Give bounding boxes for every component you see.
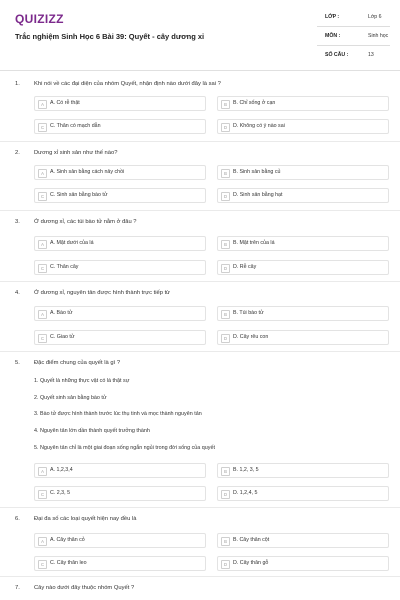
option-text: A. Sinh sản bằng cách nảy chồi [50, 169, 125, 175]
option-text: C. Sinh sản bằng bào tử [50, 192, 108, 198]
worksheet-title: Trắc nghiệm Sinh Học 6 Bài 39: Quyết - cây dương xỉ [15, 32, 205, 41]
option-letter-badge: D [221, 192, 230, 201]
answer-option-a[interactable] [34, 306, 206, 321]
question-divider [0, 351, 400, 352]
question-stem [15, 290, 170, 296]
answer-option-b[interactable] [217, 463, 389, 478]
option-text: B. Sinh sản bằng củ [233, 169, 281, 175]
question-stem [15, 516, 136, 522]
option-letter-badge: B [221, 467, 230, 476]
option-letter-badge: C [38, 560, 47, 569]
question-number: 1. [15, 81, 20, 87]
answer-option-a[interactable] [34, 236, 206, 251]
option-text: A. Có rễ thật [50, 100, 80, 106]
meta-value: Lớp 6 [368, 14, 382, 20]
option-letter-badge: B [221, 240, 230, 249]
option-letter-badge: D [221, 490, 230, 499]
option-letter-badge: B [221, 169, 230, 178]
question-stem [15, 219, 137, 225]
question-stem [15, 360, 120, 366]
option-text: C. Giao tử [50, 334, 75, 340]
worksheet-header [0, 0, 400, 71]
meta-key: LỚP : [325, 14, 340, 20]
meta-row-grade [317, 8, 390, 27]
answer-option-c[interactable] [34, 556, 206, 571]
question-number: 4. [15, 290, 20, 296]
question-number: 6. [15, 516, 20, 522]
option-letter-badge: B [221, 310, 230, 319]
option-letter-badge: C [38, 192, 47, 201]
answer-option-c[interactable] [34, 188, 206, 203]
question-number: 3. [15, 219, 20, 225]
answer-option-c[interactable] [34, 330, 206, 345]
option-text: D. Sinh sản bằng hạt [233, 192, 283, 198]
answer-option-a[interactable] [34, 96, 206, 111]
option-letter-badge: C [38, 264, 47, 273]
answer-option-d[interactable] [217, 486, 389, 501]
option-letter-badge: A [38, 240, 47, 249]
meta-key: MÔN : [325, 33, 341, 39]
option-text: B. Túi bào tử [233, 310, 264, 316]
quizizz-logo: QUIZIZZ [15, 12, 64, 26]
question-text: Đặc điểm chung của quyết là gì ? [34, 360, 121, 366]
answer-option-b[interactable] [217, 165, 389, 180]
statement-item: 4. Nguyên tản lớn dần thành quyết trưởng thành [34, 428, 150, 434]
option-text: C. 2,3, 5 [50, 490, 71, 496]
answer-option-b[interactable] [217, 96, 389, 111]
option-text: B. Cây thân cột [233, 537, 270, 543]
option-text: D. Cây rêu con [233, 334, 269, 340]
meta-key: SỐ CÂU : [325, 52, 349, 58]
option-letter-badge: A [38, 537, 47, 546]
question-number: 2. [15, 150, 20, 156]
answer-option-d[interactable] [217, 119, 389, 134]
question-divider [0, 507, 400, 508]
option-text: A. Bào tử [50, 310, 73, 316]
question-divider [0, 281, 400, 282]
question-stem [15, 585, 134, 591]
option-text: A. Mặt dưới của lá [50, 240, 94, 246]
option-text: C. Thân cây [50, 264, 79, 270]
statement-item: 1. Quyết là những thực vật có lá thật sự [34, 378, 130, 384]
option-text: D. Rễ cây [233, 264, 257, 270]
option-text: B. Chỉ sống ở cạn [233, 100, 276, 106]
question-divider [0, 576, 400, 577]
question-divider [0, 141, 400, 142]
option-letter-badge: D [221, 123, 230, 132]
question-number: 7. [15, 585, 20, 591]
meta-value: 13 [368, 52, 374, 58]
option-text: A. Cây thân cỏ [50, 537, 85, 543]
question-stem [15, 150, 117, 156]
question-text: Khi nói về các đại diện của nhóm Quyết, nhận định nào dưới đây là sai ? [34, 81, 221, 87]
option-letter-badge: A [38, 310, 47, 319]
option-text: C. Cây thân leo [50, 560, 87, 566]
answer-option-b[interactable] [217, 533, 389, 548]
option-letter-badge: D [221, 560, 230, 569]
meta-row-subject [317, 27, 390, 46]
answer-option-a[interactable] [34, 165, 206, 180]
statement-item: 3. Bào tử được hình thành trước lúc thụ tinh và mọc thành nguyên tản [34, 411, 202, 417]
question-divider [0, 210, 400, 211]
answer-option-d[interactable] [217, 556, 389, 571]
answer-option-d[interactable] [217, 188, 389, 203]
answer-option-d[interactable] [217, 330, 389, 345]
answer-option-c[interactable] [34, 486, 206, 501]
answer-option-d[interactable] [217, 260, 389, 275]
question-number: 5. [15, 360, 20, 366]
option-text: B. 1,2, 3, 5 [233, 467, 259, 473]
option-text: C. Thân có mạch dẫn [50, 123, 101, 129]
question-text: Ở dương xỉ, nguyên tản được hình thành trực tiếp từ [34, 290, 171, 296]
option-letter-badge: B [221, 100, 230, 109]
option-letter-badge: C [38, 123, 47, 132]
answer-option-a[interactable] [34, 463, 206, 478]
answer-option-b[interactable] [217, 306, 389, 321]
question-text: Dương xỉ sinh sản như thế nào? [34, 150, 118, 156]
option-letter-badge: C [38, 490, 47, 499]
question-text: Đại đa số các loại quyết hiện nay đều là [34, 516, 137, 522]
option-letter-badge: D [221, 264, 230, 273]
question-text: Ở dương xỉ, các túi bào tử nằm ở đâu ? [34, 219, 137, 225]
option-text: B. Mặt trên của lá [233, 240, 275, 246]
answer-option-a[interactable] [34, 533, 206, 548]
statement-item: 5. Nguyên tản chỉ là một giai đoạn sống ngắn ngủi trong đời sống của quyết [34, 445, 215, 451]
question-text: Cây nào dưới đây thuộc nhóm Quyết ? [34, 585, 135, 591]
option-letter-badge: A [38, 467, 47, 476]
answer-option-b[interactable] [217, 236, 389, 251]
question-stem [15, 81, 221, 87]
meta-row-question-count [317, 46, 390, 64]
meta-value: Sinh học [368, 33, 389, 39]
option-text: D. 1,2,4, 5 [233, 490, 258, 496]
option-letter-badge: D [221, 334, 230, 343]
option-letter-badge: B [221, 537, 230, 546]
option-letter-badge: C [38, 334, 47, 343]
option-text: D. Không có ý nào sai [233, 123, 285, 129]
statement-item: 2. Quyết sinh sản bằng bào tử [34, 395, 107, 401]
answer-option-c[interactable] [34, 260, 206, 275]
option-text: A. 1,2,3,4 [50, 467, 73, 473]
option-letter-badge: A [38, 169, 47, 178]
option-letter-badge: A [38, 100, 47, 109]
answer-option-c[interactable] [34, 119, 206, 134]
worksheet-meta-table [317, 8, 390, 64]
option-text: D. Cây thân gỗ [233, 560, 269, 566]
